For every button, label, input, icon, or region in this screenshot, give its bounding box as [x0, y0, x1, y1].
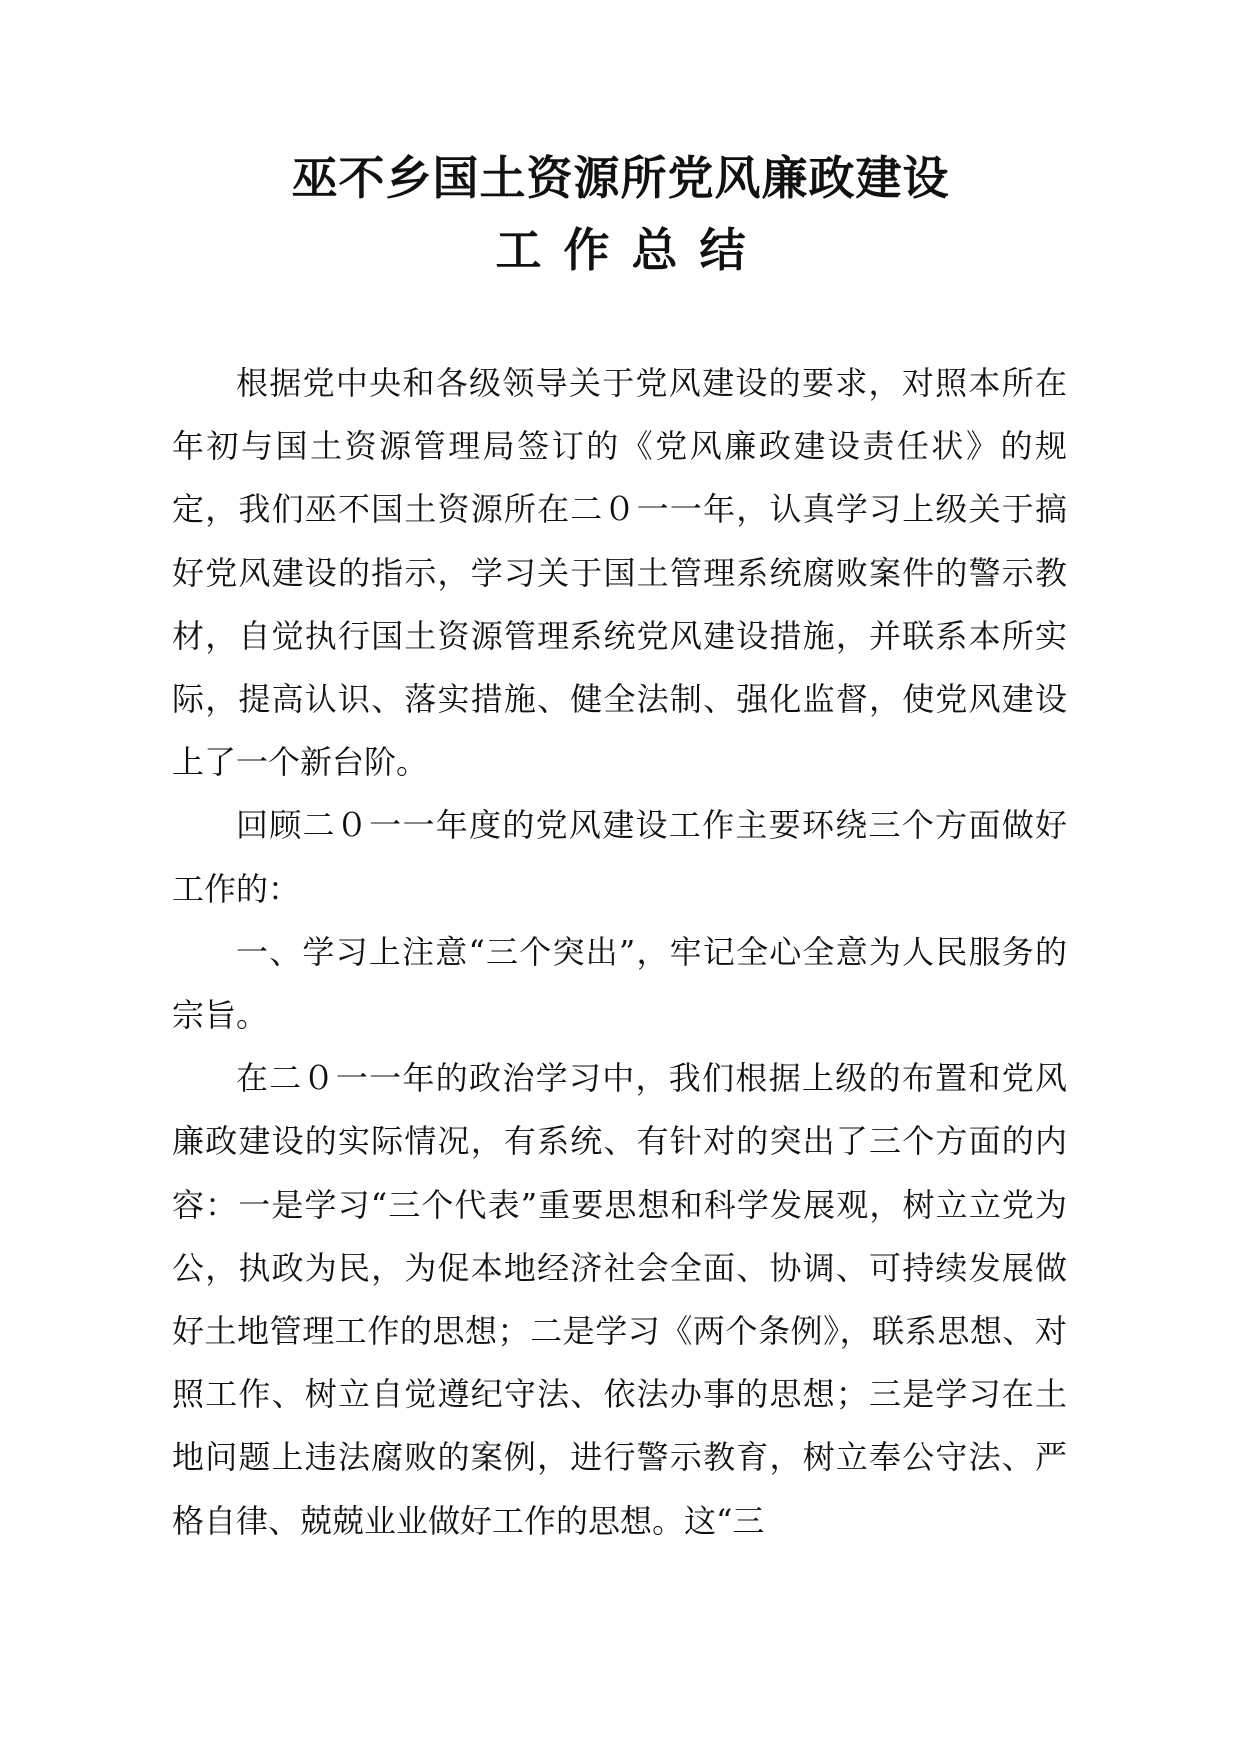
paragraph-study-content: 在二０一一年的政治学习中，我们根据上级的布置和党风廉政建设的实际情况，有系统、有针对的突出了三个方面的内容：一是学习“三个代表”重要思想和科学发展观，树立立党为公，执政为民，为促本地经济社会全面、协调、可持续发展做好土地管理工作的思想；二是学习《两个条例》，联系思想、对照工作、树立自觉遵纪守法、依法办事的思想；三是学习在土地问题上违法腐败的案例，进行警示教育，树立奉公守法、严格自律、兢兢业业做好工作的思想。这“三 — [172, 1059, 1067, 1540]
paragraph-section-heading-1: 一、学习上注意“三个突出”，牢记全心全意为人民服务的宗旨。 — [172, 932, 1067, 1035]
title-line-1: 巫不乡国土资源所党风廉政建设 — [291, 151, 950, 205]
paragraph-intro: 根据党中央和各级领导关于党风建设的要求，对照本所在年初与国土资源管理局签订的《党风廉政建设责任状》的规定，我们巫不国土资源所在二０一一年，认真学习上级关于搞好党风建设的指示，学习关于国土管理系统腐败案件的警示教材，自觉执行国土资源管理系统党风建设措施，并联系本所实际，提高认识、落实措施、健全法制、强化监督，使党风建设上了一个新台阶。 — [172, 364, 1067, 782]
document-title — [0, 148, 1241, 280]
document-body — [172, 352, 1067, 1553]
paragraph-review: 回顾二０一一年度的党风建设工作主要环绕三个方面做好工作的： — [172, 806, 1067, 908]
title-line-2: 工作总结 — [495, 223, 768, 277]
